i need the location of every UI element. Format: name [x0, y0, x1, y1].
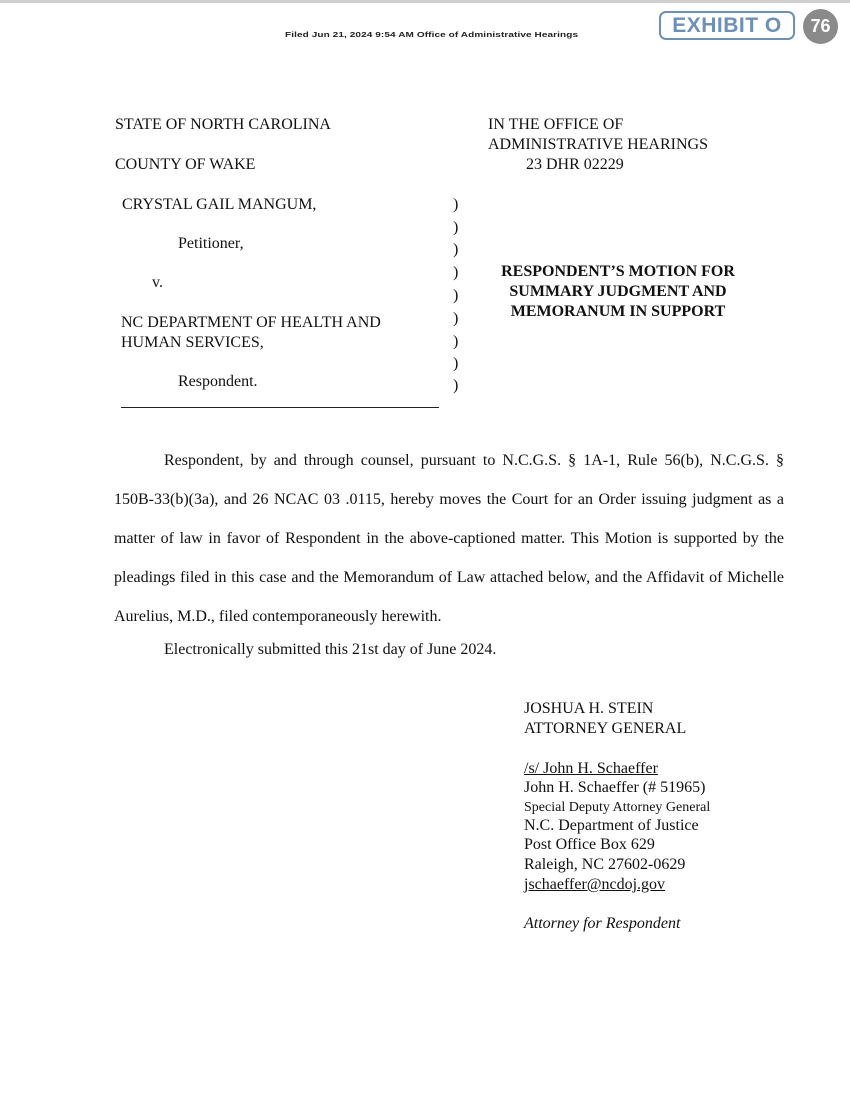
caption-paren: ): [453, 377, 459, 394]
caption-paren: ): [453, 310, 459, 327]
motion-paragraph: Respondent, by and through counsel, pursuant to N.C.G.S. § 1A-1, Rule 56(b), N.C.G.S. § 150B-33(b)(3a), and 26 NCAC 03 .0115, hereby moves the Court for an Order issuing judgment as a matter of law in favor of Respondent in the above-captioned matter. This Motion is supported by the pleadings filed in this case and the Memorandum of Law attached below, and the Affidavit of Michelle Aurelius, M.D., filed contemporaneously herewith.: [114, 452, 784, 625]
attorney-role: Special Deputy Attorney General: [524, 800, 711, 815]
email-link[interactable]: jschaeffer@ncdoj.gov: [524, 876, 666, 893]
submitted-line: Electronically submitted this 21st day of June 2024.: [164, 641, 497, 658]
caption-paren: ): [453, 219, 459, 236]
caption-paren: ): [453, 333, 459, 350]
motion-title: [478, 262, 758, 322]
respondent-name-line-1: NC DEPARTMENT OF HEALTH AND: [121, 314, 381, 331]
caption-paren: ): [453, 241, 459, 258]
top-border: [0, 0, 850, 3]
motion-title-line-2: SUMMARY JUDGMENT AND: [509, 283, 727, 300]
petitioner-name: CRYSTAL GAIL MANGUM,: [122, 196, 317, 213]
motion-title-line-3: MEMORANUM IN SUPPORT: [510, 303, 726, 320]
po-box: Post Office Box 629: [524, 836, 655, 853]
e-signature: /s/ John H. Schaeffer: [524, 760, 658, 777]
ag-title: ATTORNEY GENERAL: [524, 720, 687, 737]
department: N.C. Department of Justice: [524, 817, 699, 834]
caption-paren: ): [453, 355, 459, 372]
caption-underline: [121, 407, 439, 408]
ag-name: JOSHUA H. STEIN: [524, 700, 654, 717]
docket-number: 23 DHR 02229: [526, 156, 624, 173]
caption-paren: ): [453, 264, 459, 281]
caption-paren: ): [453, 287, 459, 304]
page-number-badge: 76: [803, 9, 838, 44]
exhibit-stamp: EXHIBIT O: [659, 11, 795, 40]
versus: v.: [152, 274, 163, 291]
respondent-name-line-2: HUMAN SERVICES,: [121, 334, 264, 351]
caption-paren: ): [453, 196, 459, 213]
county-line: COUNTY OF WAKE: [115, 156, 256, 173]
office-line-1: IN THE OFFICE OF: [488, 116, 624, 133]
attorney-name-bar: John H. Schaeffer (# 51965): [524, 779, 706, 796]
attorney-for: Attorney for Respondent: [524, 915, 681, 932]
motion-title-line-1: RESPONDENT’S MOTION FOR: [501, 263, 735, 280]
petitioner-role: Petitioner,: [178, 235, 244, 252]
respondent-role: Respondent.: [178, 373, 258, 390]
city-zip: Raleigh, NC 27602-0629: [524, 856, 686, 873]
filed-stamp: Filed Jun 21, 2024 9:54 AM Office of Administrative Hearings: [285, 31, 579, 40]
state-line: STATE OF NORTH CAROLINA: [115, 116, 331, 133]
office-line-2: ADMINISTRATIVE HEARINGS: [488, 136, 708, 153]
